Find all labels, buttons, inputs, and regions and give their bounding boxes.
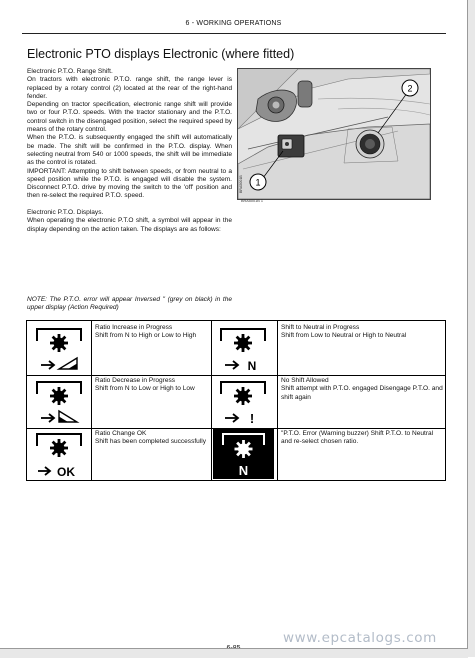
shift-to-neutral-text [281,324,443,341]
ratio-increase-title: Ratio Increase in Progress [95,324,173,331]
change-ok-desc: Shift has been completed successfully [95,438,206,446]
header-rule [22,33,446,34]
pto-display-table [26,320,446,481]
paragraph-important: IMPORTANT: Attempting to shift between speeds, or from neutral to a speed position while the P.T.O. is engaged will disable the system. Disconnect P.T.O. drive by moving the switch to the 'off' position and then re-select the required P.T.O. speed. [27,167,232,200]
no-shift-title: No Shift Allowed [281,377,329,384]
page-edge-right [467,0,475,657]
exclamation-glyph: ! [249,411,255,424]
body-text [27,68,232,234]
figure-caption: BRA5001B 1 [241,199,263,203]
ratio-decrease-title: Ratio Decrease in Progress [95,377,176,384]
no-shift-text [281,377,443,402]
change-ok-title: Ratio Change OK [95,430,147,437]
chapter-header: 6 - WORKING OPERATIONS [185,20,282,27]
paragraph-displays: When operating the electronic P.T.O shift, a symbol will appear in the display depending on the action taken. The displays are as follows: [27,217,232,233]
fender-control-figure [237,68,431,200]
no-shift-icon [219,380,267,424]
range-shift-heading: Electronic P.T.O. Range Shift. [27,68,113,75]
change-ok-text [95,430,207,447]
fender-illustration [238,69,430,199]
callout-2: 2 [407,83,413,94]
ratio-decrease-desc: Shift from N to Low or High to Low [95,385,195,393]
note-text: NOTE: The P.T.O. error will appear Inversed " (grey on black) in the upper display (Action Required) [27,296,232,312]
change-ok-icon [35,432,83,478]
paragraph-range-lever: On tractors with electronic P.T.O. range shift, the range lever is replaced by a rotary control (2) located at the rear of the right-hand fender. [27,76,232,100]
neutral-glyph: N [247,359,257,371]
no-shift-desc: Shift attempt with P.T.O. engaged Disengage P.T.O. and shift again [281,385,443,401]
watermark: www.epcatalogs.com [283,630,437,646]
figure-code-side: BRA5001B [239,175,243,193]
ratio-decrease-icon [35,380,83,424]
ok-glyph: OK [57,465,75,478]
ratio-increase-text [95,324,207,341]
shift-to-neutral-desc: Shift from Low to Neutral or High to Neutral [281,332,407,340]
page-title: Electronic PTO displays Electronic (where fitted) [27,47,295,61]
ratio-increase-desc: Shift from N to High or Low to High [95,332,197,340]
ratio-increase-icon [35,327,83,371]
shift-to-neutral-title: Shift to Neutral in Progress [281,324,360,331]
pto-error-desc: "P.T.O. Error (Warning buzzer) Shift P.T.O. to Neutral and re-select chosen ratio. [281,430,434,446]
pto-error-text [281,430,443,447]
displays-heading: Electronic P.T.O. Displays. [27,209,104,217]
paragraph-pto-speeds: Depending on tractor specification, electronic range shift will provide two or four P.T.O. speeds. With the tractor stationary and the P.T.O. control switch in the disengaged position, select the required speed by means of the rotary control. [27,101,232,134]
paragraph-shift-confirm: When the P.T.O. is subsequently engaged the shift will automatically be made. The shift will be confirmed in the P.T.O. display. When selecting neutral from 540 or 1000 speeds, the shift will be immediate as the control is rotated. [27,134,232,167]
callout-1: 1 [255,177,261,188]
pto-error-icon [213,429,274,479]
shift-to-neutral-icon [219,327,267,371]
error-neutral-glyph: N [238,463,249,478]
ratio-decrease-text [95,377,207,394]
